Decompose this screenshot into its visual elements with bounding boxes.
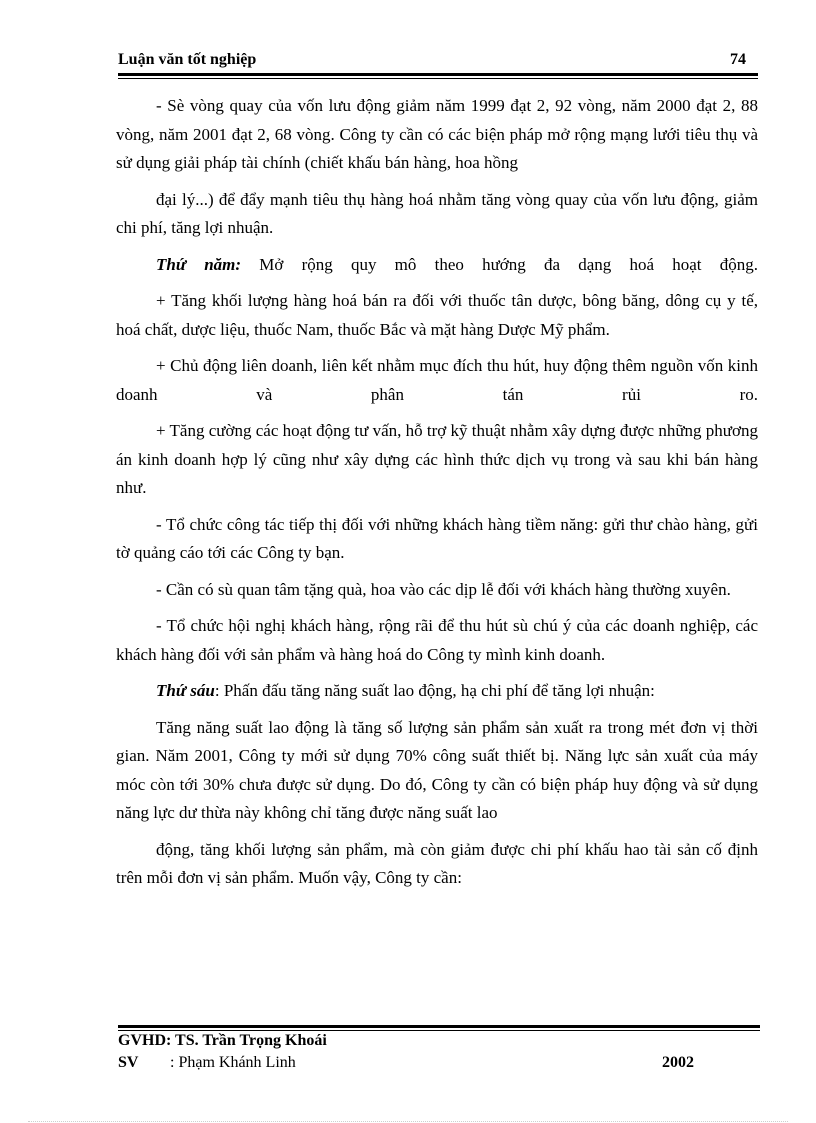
section-lead: Thứ sáu	[156, 681, 215, 700]
page-header	[118, 48, 750, 72]
student-name: : Phạm Khánh Linh	[170, 1054, 296, 1071]
paragraph-section-heading: Thứ sáu: Phấn đấu tăng năng suất lao động, hạ chi phí để tăng lợi nhuận:	[156, 681, 655, 700]
student-line	[118, 1054, 296, 1072]
paragraph: - Sè vòng quay của vốn lưu động giảm năm 1999 đạt 2, 92 vòng, năm 2000 đạt 2, 88 vòng, năm 2001 đạt 2, 68 vòng. Công ty cần có các biện pháp mở rộng mạng lưới tiêu thụ và sử dụng giải pháp tài chính (chiết khấu bán hàng, hoa hồng	[116, 96, 758, 172]
header-rule-thin	[118, 78, 758, 79]
advisor-line: GVHD: TS. Trần Trọng Khoái	[118, 1032, 327, 1049]
footer-rule-thin	[118, 1030, 760, 1031]
page-number: 74	[730, 51, 746, 68]
paragraph: + Chủ động liên doanh, liên kết nhằm mục đích thu hút, huy động thêm nguồn vốn kinh doanh và phân tán rủi ro.	[116, 356, 758, 404]
paragraph: đại lý...) để đẩy mạnh tiêu thụ hàng hoá nhằm tăng vòng quay của vốn lưu động, giảm chi phí, tăng lợi nhuận.	[116, 189, 758, 237]
footer-rule-thick	[118, 1025, 760, 1028]
section-lead: Thứ năm:	[156, 254, 242, 274]
header-title: Luận văn tốt nghiệp	[118, 51, 257, 68]
paragraph: - Cần có sù quan tâm tặng quà, hoa vào các dịp lễ đối với khách hàng thường xuyên.	[156, 579, 731, 599]
student-label: SV	[118, 1054, 139, 1071]
paragraph: - Tổ chức công tác tiếp thị đối với những khách hàng tiềm năng: gửi thư chào hàng, gửi tờ quảng cáo tới các Công ty bạn.	[116, 514, 758, 562]
paragraph-section-heading: Thứ năm: Mở rộng quy mô theo hướng đa dạng hoá hoạt động.	[156, 254, 758, 274]
paragraph: Tăng năng suất lao động là tăng số lượng sản phẩm sản xuất ra trong mét đơn vị thời gian. Năm 2001, Công ty mới sử dụng 70% công suất thiết bị. Năng lực sản xuất của máy móc còn tới 30% chưa được sử dụng. Do đó, Công ty cần có biện pháp huy động và sử dụng năng lực dư thừa này không chỉ tăng được năng suất lao	[116, 717, 758, 822]
paragraph: + Tăng cường các hoạt động tư vấn, hỗ trợ kỹ thuật nhằm xây dựng được những phương án kinh doanh hợp lý cũng như xây dựng các hình thức dịch vụ trong và sau khi bán hàng như.	[116, 421, 758, 497]
paragraph: động, tăng khối lượng sản phẩm, mà còn giảm được chi phí khấu hao tài sản cố định trên mỗi đơn vị sản phẩm. Muốn vậy, Công ty cần:	[116, 839, 758, 887]
page-bottom-dotted-border	[28, 1121, 788, 1122]
paragraph: + Tăng khối lượng hàng hoá bán ra đối với thuốc tân dược, bông băng, dông cụ y tế, hoá chất, dược liệu, thuốc Nam, thuốc Bắc và mặt hàng Dược Mỹ phẩm.	[116, 291, 758, 339]
footer-year: 2002	[662, 1054, 694, 1071]
paragraph: - Tổ chức hội nghị khách hàng, rộng rãi để thu hút sù chú ý của các doanh nghiệp, các khách hàng đối với sản phẩm và hàng hoá do Công ty mình kinh doanh.	[116, 616, 758, 664]
header-rule-thick	[118, 73, 758, 76]
body-text	[116, 92, 758, 901]
